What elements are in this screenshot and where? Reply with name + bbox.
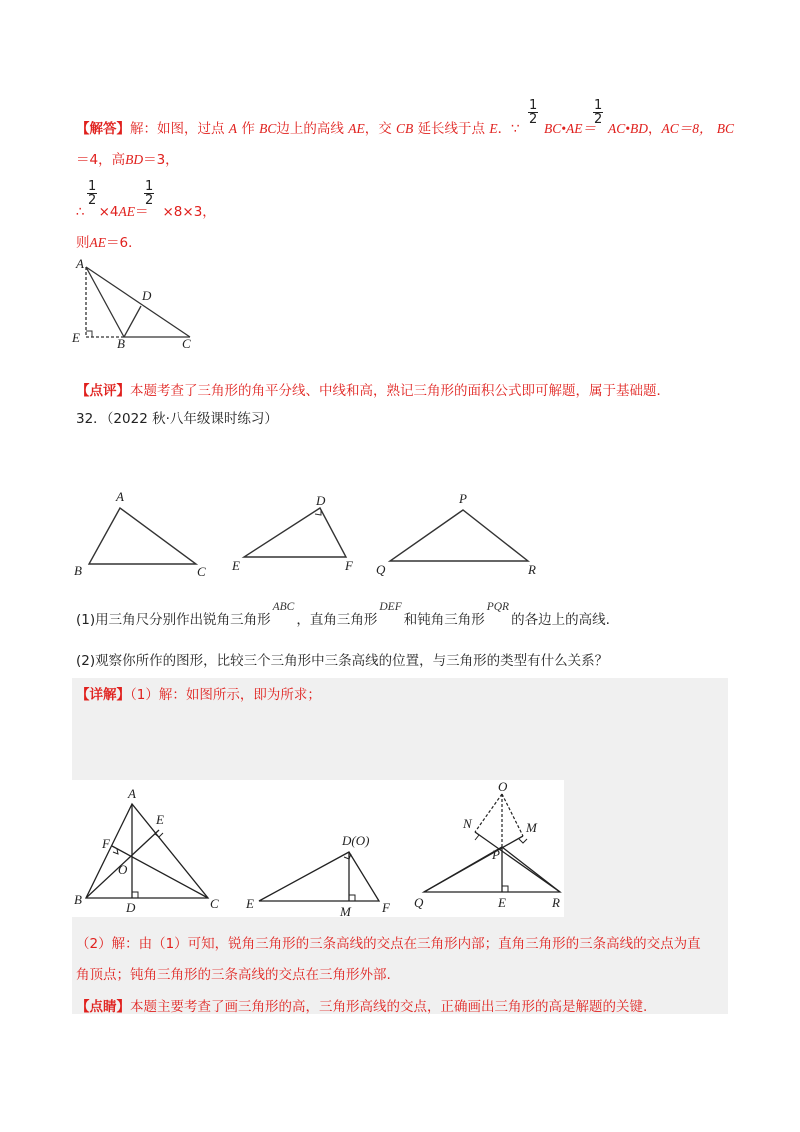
dashed-on [475, 794, 502, 832]
solution-triangle-def [259, 852, 379, 901]
right-angle-m [519, 839, 527, 843]
solution-triangle-abc [86, 804, 208, 898]
figure-answer-triangle [68, 256, 208, 348]
triangle-abc [89, 508, 196, 564]
s-label-f: F [102, 836, 110, 851]
s-label-e3: E [498, 895, 506, 910]
q-label-b: B [74, 563, 82, 578]
segment-bd [124, 306, 141, 337]
s-label-d: D [126, 900, 136, 915]
q-label-q: Q [376, 562, 386, 577]
answer-line-2: ＝4，高BD＝3， [76, 152, 179, 168]
solution-box-right [564, 780, 728, 917]
right-angle-cf [113, 849, 118, 854]
q-label-c: C [197, 564, 206, 579]
s-label-n3: N [463, 816, 472, 831]
figure-question-triangles [70, 484, 560, 580]
s-label-r3: R [552, 895, 560, 910]
right-angle-dm [349, 895, 355, 901]
right-angle-pe [502, 886, 508, 892]
triangle-def [244, 508, 346, 557]
altitude-rn [475, 832, 560, 892]
question-part-2: (2)观察你所作的图形，比较三个三角形中三条高线的位置，与三角形的类型有什么关系？ [76, 653, 609, 669]
detail-line-3: 【点睛】本题主要考查了画三角形的高，三角形高线的交点，正确画出三角形的高是解题的关键. [76, 999, 648, 1015]
s-label-m2: M [340, 904, 351, 917]
dashed-om [502, 794, 523, 836]
triangle-pqr [390, 510, 528, 561]
label-d: D [142, 288, 152, 303]
side-ab [86, 267, 124, 337]
q-label-r: R [528, 562, 536, 577]
s-label-o: O [118, 862, 128, 877]
detail-line-2a: （2）解：由（1）可知，锐角三角形的三条高线的交点在三角形内部；直角三角形的三条高线的交点为直 [76, 936, 701, 952]
s-label-m3: M [526, 820, 537, 835]
right-angle-ad [132, 892, 138, 898]
q-label-f: F [345, 558, 353, 573]
q-label-p: P [459, 491, 467, 506]
label-a: A [76, 256, 84, 271]
s-label-p3: P [492, 847, 500, 862]
fraction-half-3: $\frac{1}{2}$ [88, 179, 97, 208]
altitude-qm [424, 836, 523, 892]
figure-solution-triangles [72, 780, 564, 917]
s-label-q3: Q [414, 895, 424, 910]
detail-line-1: 【详解】（1）解：如图所示，即为所求； [76, 687, 321, 703]
s-label-d-o: D(O) [342, 833, 370, 848]
s-label-c: C [210, 896, 219, 911]
answer-line-1: 【解答】解：如图，过点 A 作 BC边上的高线 AE，交 CB 延长线于点 E．∵ [76, 121, 520, 137]
s-label-o3: O [498, 780, 508, 794]
side-ac [86, 267, 190, 337]
detail-line-2b: 角顶点；钝角三角形的三条高线的交点在三角形外部. [76, 967, 391, 983]
s-label-e: E [156, 812, 164, 827]
answer-line-4: 则AE＝6． [76, 235, 142, 251]
q-label-a: A [116, 489, 124, 504]
question-part-1: (1)用三角尺分别作出锐角三角形ABC，直角三角形DEF和钝角三角形PQR的各边上的高线. [76, 601, 610, 628]
s-label-f2: F [382, 900, 390, 915]
comment-1: 【点评】本题考查了三角形的角平分线、中线和高，熟记三角形的面积公式即可解题，属于基础题． [76, 383, 670, 399]
fraction-half-4: $\frac{1}{2}$ [145, 179, 154, 208]
label-c: C [182, 336, 191, 348]
label-b: B [117, 336, 125, 348]
s-label-b: B [74, 892, 82, 907]
answer-line-1-end: AC•BD，AC＝8， BC [608, 121, 735, 137]
answer-line-1-right: BC•AE＝ [544, 121, 596, 136]
fraction-half-1: $\frac{1}{2}$ [529, 98, 538, 127]
q-label-d: D [316, 493, 326, 508]
label-e: E [72, 330, 80, 345]
q-label-e: E [232, 558, 240, 573]
s-label-e2: E [246, 896, 254, 911]
answer-tag: 【解答】 [76, 121, 130, 137]
question-number: 32．（2022 秋·八年级课时练习） [76, 411, 278, 427]
answer-line-3: ∴ ×4AE＝ ×8×3， [76, 204, 216, 220]
right-angle-e [86, 331, 92, 337]
s-label-a: A [128, 786, 136, 801]
fraction-half-2: $\frac{1}{2}$ [594, 98, 603, 127]
